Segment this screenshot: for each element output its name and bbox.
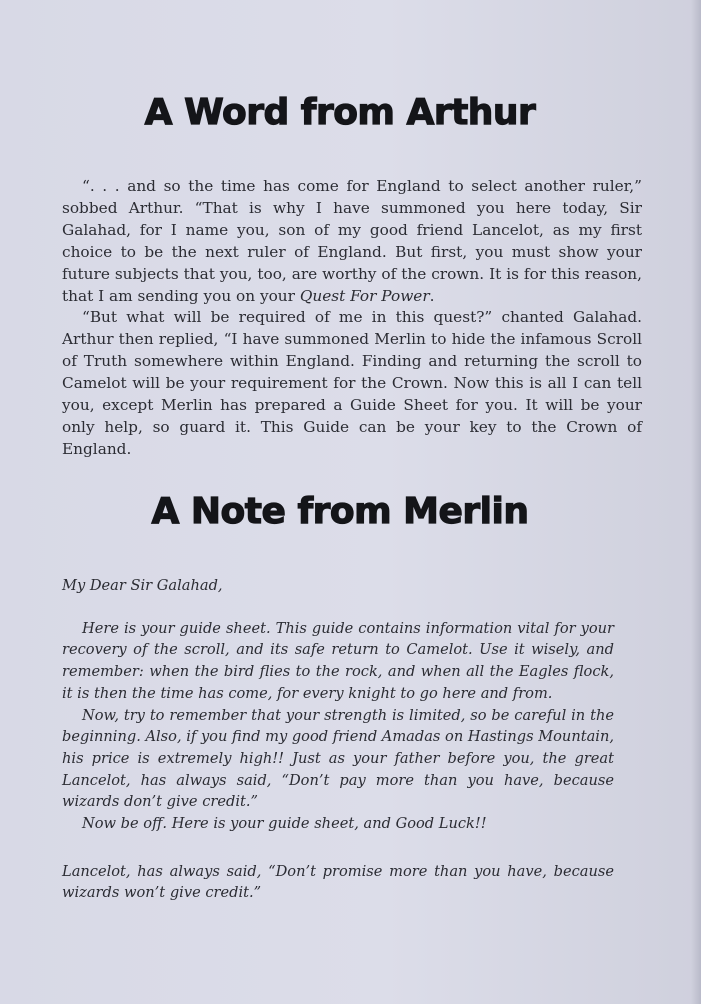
arthur-section-title: A Word from Arthur bbox=[144, 92, 536, 133]
merlin-letter-body bbox=[62, 575, 614, 904]
arthur-paragraph-1-end: . bbox=[429, 286, 435, 305]
arthur-paragraph-2: “But what will be required of me in this quest?” chanted Galahad. Arthur then replied, “I have summoned Merlin to hide the infamous Scroll of Truth somewhere within England. Finding and returning the scroll to Camelot will be your requirement for the Crown. Now this is all I can tell you, except Merlin has prepared a Guide Sheet for you. It will be your only help, so guard it. This Guide can be your key to the Crown of England. bbox=[62, 308, 642, 458]
merlin-paragraph-3: Now be off. Here is your guide sheet, and Good Luck!! bbox=[82, 815, 487, 833]
merlin-section-title: A Note from Merlin bbox=[151, 491, 529, 532]
merlin-paragraph-1: Here is your guide sheet. This guide contains information vital for your recovery of the scroll, and its safe return to Camelot. Use it wisely, and remember: when the bird flies to the rock, and when all the Eagles flock, it is then the time has come, for every knight to go here and from. bbox=[62, 619, 614, 702]
letter-salutation: My Dear Sir Galahad, bbox=[62, 577, 223, 594]
quest-title: Quest For Power bbox=[299, 286, 430, 305]
merlin-paragraph-4: Lancelot, has always said, “Don’t promise more than you have, because wizards won’t give credit.” bbox=[62, 862, 614, 902]
merlin-paragraph-2: Now, try to remember that your strength is limited, so be careful in the beginning. Also, if you find my good friend Amadas on Hastings Mountain, his price is extremely high!! Just as your father before you, the great Lancelot, has always said, “Don’t pay more than you have, because wizards don’t give credit.” bbox=[62, 706, 614, 811]
arthur-paragraph-1-text: “. . . and so the time has come for England to select another ruler,” sobbed Arthur. “That is why I have summoned you here today, Sir Galahad, for I name you, son of my good friend Lancelot, as my first choice to be the next ruler of England. But first, you must show your future subjects that you, too, are worthy of the crown. It is for this reason, that I am sending you on your bbox=[62, 177, 642, 305]
arthur-paragraph-1 bbox=[62, 176, 642, 307]
arthur-section-body bbox=[62, 176, 642, 461]
